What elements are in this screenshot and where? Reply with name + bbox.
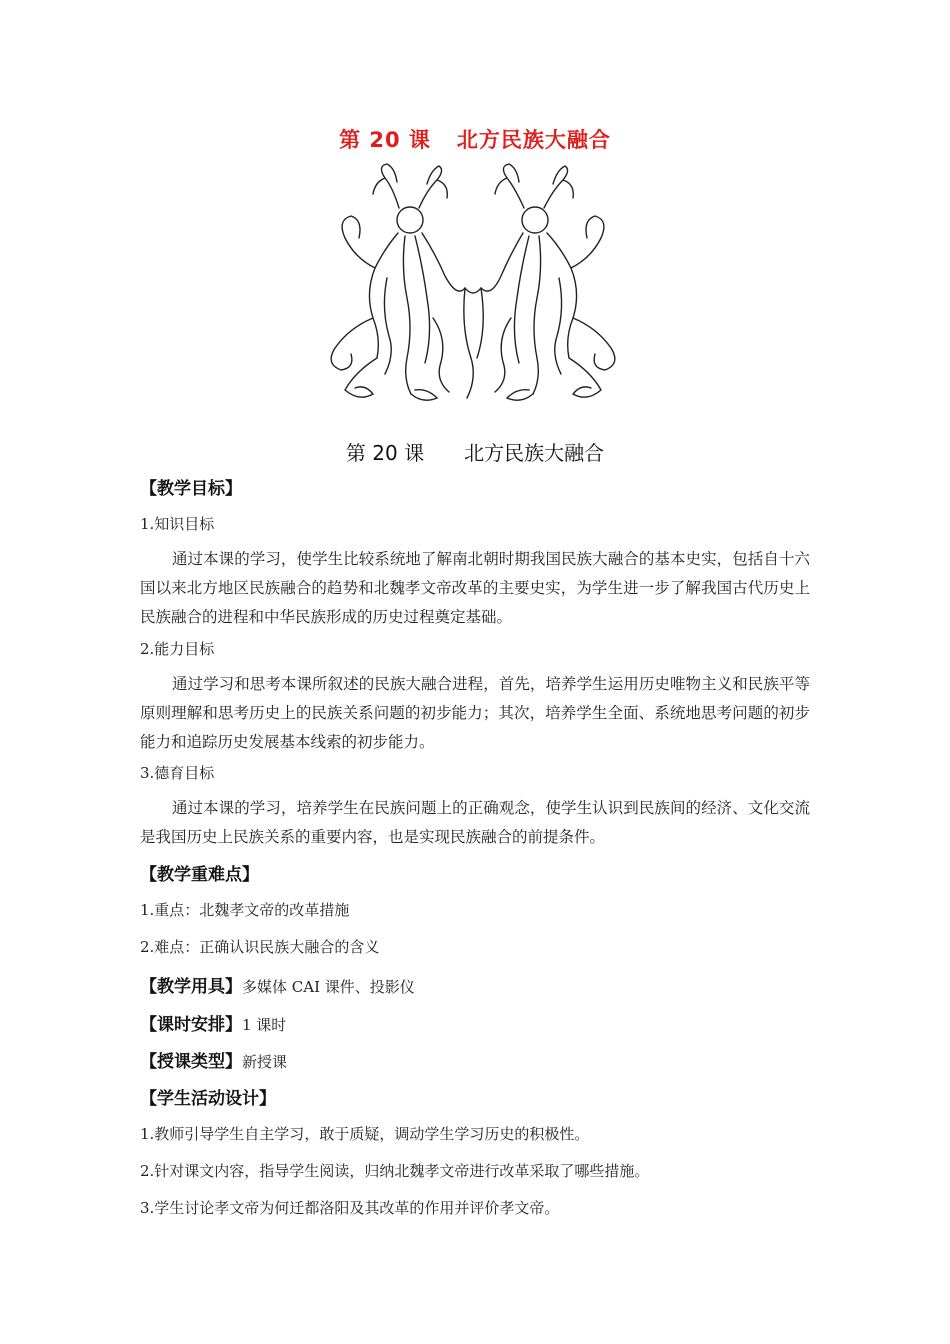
label-ability-goal: 2.能力目标 <box>140 640 215 658</box>
value-schedule: 1 课时 <box>242 1016 287 1034</box>
heading-activities: 【学生活动设计】 <box>140 1089 276 1109</box>
text-moral-goal: 通过本课的学习，培养学生在民族问题上的正确观念，使学生认识到民族间的经济、文化交流是我国历史上民族关系的重要内容，也是实现民族融合的前提条件。 <box>140 799 810 846</box>
heading-type: 【授课类型】 <box>140 1052 242 1072</box>
heading-goals: 【教学目标】 <box>140 479 242 499</box>
label-moral-goal: 3.德育目标 <box>140 764 215 782</box>
label-knowledge-goal: 1.知识目标 <box>140 515 215 533</box>
text-knowledge-goal: 通过本课的学习，使学生比较系统地了解南北朝时期我国民族大融合的基本史实，包括自十六国以来北方地区民族融合的趋势和北魏孝文帝改革的主要史实，为学生进一步了解我国古代历史上民族融合的进程和中华民族形成的历史过程奠定基础。 <box>140 550 810 626</box>
heading-key-points: 【教学重难点】 <box>140 865 259 885</box>
value-tools: 多媒体 CAI 课件、投影仪 <box>242 978 415 996</box>
title-red-lesson: 第 20 课 <box>339 128 431 152</box>
title-lesson: 第 20 课 <box>345 441 425 465</box>
flying-apsaras-icon <box>315 158 635 408</box>
text-ability-goal: 通过学习和思考本课所叙述的民族大融合进程，首先，培养学生运用历史唯物主义和民族平等原则理解和思考历史上的民族关系问题的初步能力；其次，培养学生全面、系统地思考问题的初步能力和追踪历史发展基本线索的初步能力。 <box>140 675 810 751</box>
key-point-2: 2.难点：正确认识民族大融合的含义 <box>140 938 380 956</box>
right-apsara <box>481 164 615 400</box>
key-point-1: 1.重点：北魏孝文帝的改革措施 <box>140 901 350 919</box>
heading-tools: 【教学用具】 <box>140 977 242 997</box>
joined-hands <box>465 288 481 293</box>
heading-schedule: 【课时安排】 <box>140 1015 242 1035</box>
center-scarf <box>464 288 473 398</box>
page-title <box>0 437 950 466</box>
title-topic: 北方民族大融合 <box>464 441 605 465</box>
value-type: 新授课 <box>242 1053 288 1071</box>
page-title-red <box>0 124 950 154</box>
row-tools <box>140 972 820 997</box>
title-red-topic: 北方民族大融合 <box>456 128 611 152</box>
left-apsara <box>331 164 465 400</box>
activity-3: 3.学生讨论孝文帝为何迁都洛阳及其改革的作用并评价孝文帝。 <box>140 1199 560 1217</box>
activity-1: 1.教师引导学生自主学习，敢于质疑，调动学生学习历史的积极性。 <box>140 1125 590 1143</box>
row-schedule <box>140 1010 820 1035</box>
row-type <box>140 1047 820 1072</box>
activity-2: 2.针对课文内容，指导学生阅读，归纳北魏孝文帝进行改革采取了哪些措施。 <box>140 1162 650 1180</box>
